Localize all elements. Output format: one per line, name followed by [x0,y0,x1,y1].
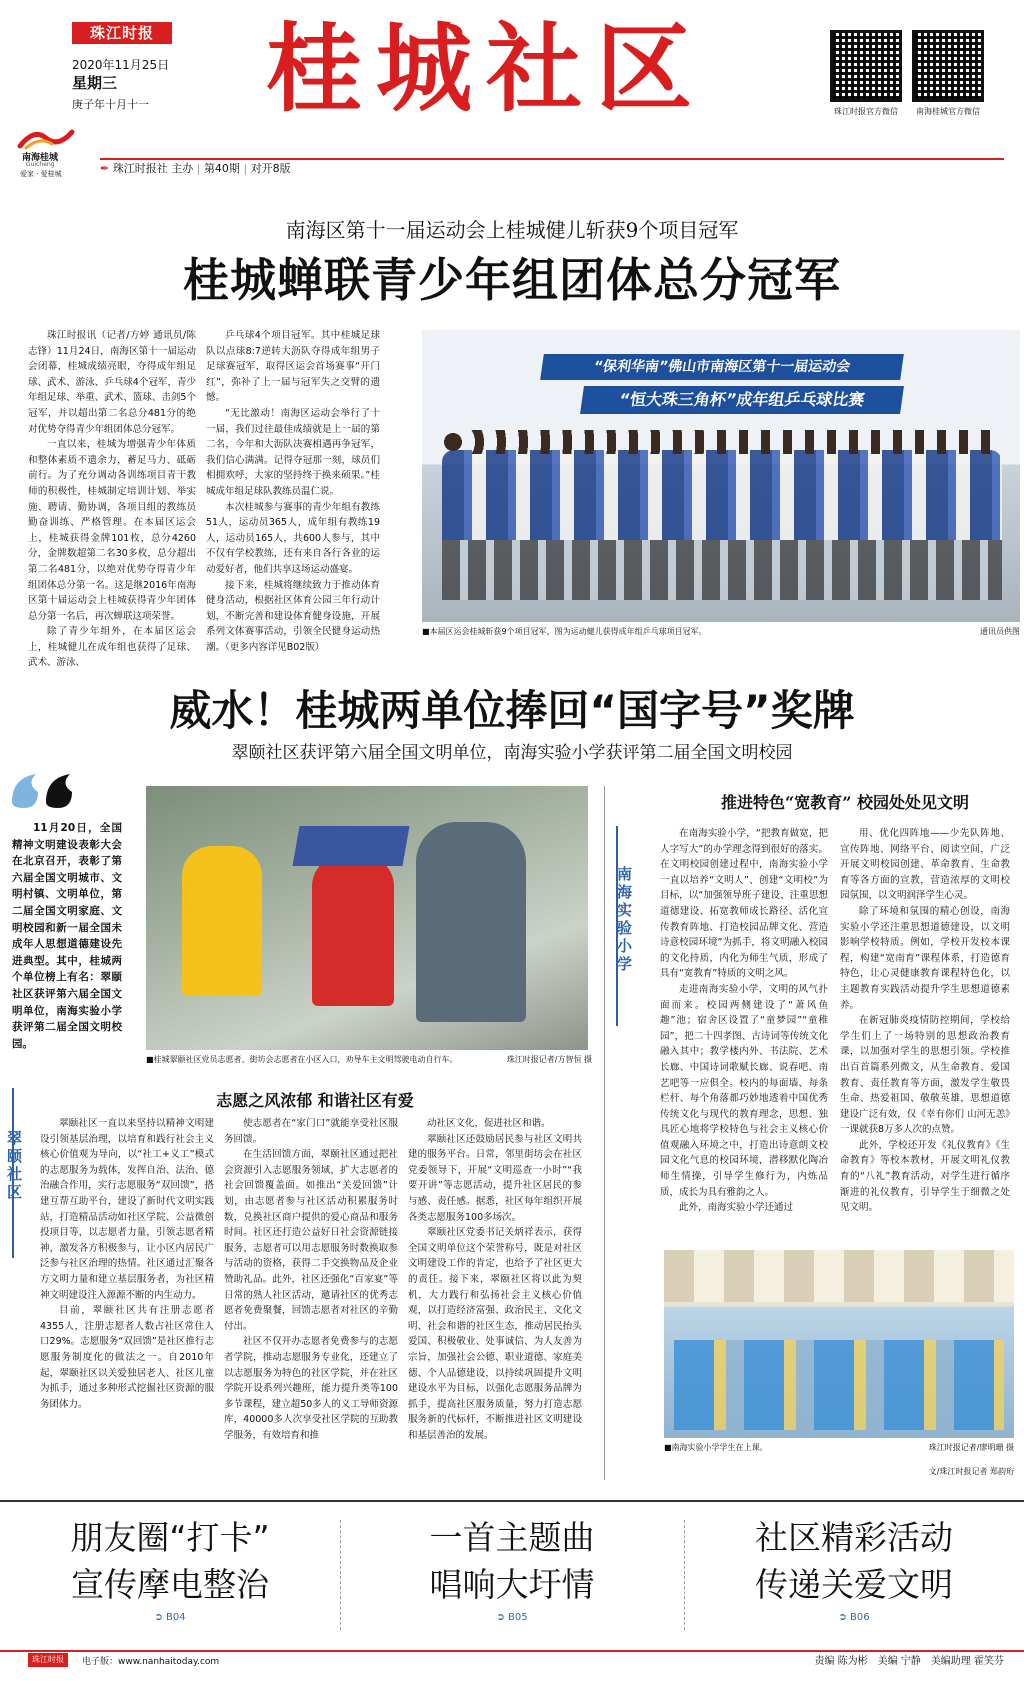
arrow-circle-icon: ➲ [154,1612,163,1623]
promo-line-2: 宣传摩电整治 [71,1565,269,1604]
story2-subhead: 翠颐社区获评第六届全国文明单位，南海实验小学获评第二届全国文明校园 [231,743,793,763]
lunar-date: 庚子年十月十一 [72,98,149,111]
promo-line-1: 社区精彩活动 [755,1518,953,1557]
footer [0,1650,1024,1674]
promo-line-1: 朋友圈“打卡” [70,1518,270,1557]
story2-photo [146,786,588,1050]
masthead-title: 桂城社区 [266,12,706,125]
photo-banner-1: “保利华南”佛山市南海区第十一届运动会 [540,354,904,380]
story4-photo-caption: ■南海实验小学学生在上课。 [664,1443,768,1452]
page-ref: ➲ B05 [496,1612,528,1623]
page-ref: ➲ B06 [838,1612,870,1623]
story4-photo-credit: 珠江时报记者/廖明珊 摄 [928,1443,1014,1452]
story1-headline: 桂城蝉联青少年组团体总分冠军 [183,253,841,307]
promo-line-2: 传递关爱文明 [755,1565,953,1604]
promo-divider [340,1520,341,1630]
quote-mark-icon [8,768,78,810]
promo-line-2: 唱响大圩情 [429,1565,595,1604]
promo-top-rule [0,1500,1024,1502]
story4-byline: 文/珠江时报记者 郑韵珩 [928,1467,1014,1476]
feather-icon: ✒ [100,162,110,175]
logo-name: 南海桂城 [22,153,59,163]
issue-weekday: 星期三 [72,74,118,92]
info-bar: ✒ 珠江时报社 主办 | 第40期 | 对开8版 [100,158,1004,178]
story1-photo-credit: 通讯员供图 [980,627,1020,636]
story1-column-1: 珠江时报讯（记者/方婷 通讯员/陈志锋）11月24日，南海区第十一届运动会闭幕，桂城成绩亮眼，夺得成年组足球、武术、游泳、乒乓球4个冠军，青少年组足球、举重、武术、篮球、击剑5个冠军，并以超出第二名总分481分的绝对优势夺得青少年组团体总分冠军。 一直以来，桂城为增强青少年体质和整体素质不遗余力，蓄足马力、砥砺前行。为了充分调动各训练项目青干教师的积极性，桂城制定培训计划、举实施、聘请、勤协调，各项目组的教练员勤奋训练、严格管理。在本届区运会上，桂城获得金牌101枚，总分4260分，金牌数超第二名30多枚，总分超出第二名481分，以绝对优势夺得青少年组团体总分第一名。这是继2016年南海区第十届运动会上桂城获得青少年团体总分第一名后，再次蝉联这项荣誉。 除了青少年组外，在本届区运会上，桂城健儿在成年组也获得了足球、武术、游泳、 [28,330,196,669]
issue-number: 第40期 [203,162,240,175]
promo-b06[interactable] [704,1514,1004,1634]
logo-sub: Guicheng [26,161,55,168]
guicheng-logo-icon [16,128,76,150]
promo-line-1: 一首主题曲 [429,1518,595,1557]
qr-code-icon [830,30,902,102]
page-ref: ➲ B04 [154,1612,186,1623]
story3-column-2: 使志愿者在“家门口”就能享受社区服务回馈。 在生活回馈方面，翠颐社区通过把社会资源引入志愿服务领域，扩大志愿者的社会回馈覆盖面。如推出“关爱回馈”计划，由志愿者参与社区活动积累服务时数，兑换社区商户提供的爱心商品和服务时间。社区还打造公益好日社会资源链接服务，志愿者可以用志愿服务时数换取参与活动的资格，获得二手交换物品及企业赞助礼品。此外，社区还强化“百家宴”等日常的熟人社区活动，邀请社区的优秀志愿者免费聚餐，回馈志愿者对社区的辛勤付出。 社区不仅开办志愿者免费参与的志愿者学院，推动志愿服务专业化，还建立了以志愿服务为特色的社区学院，并在社区学院开设系列兴趣班，能力提升类等100多节课程，建立超50多人的义工导师资源库，40000多人次享受社区学院的互助教学服务，有效培育和推 [224,1118,398,1441]
team-figures [442,430,1002,600]
publisher: 珠江时报社 主办 [112,162,194,175]
story3-vertical-label: 翠颐社区 [5,1130,23,1202]
story2-lead: 11月20日，全国精神文明建设表彰大会在北京召开，表彰了第六届全国文明城市、文明村镇、文明单位，第二届全国文明家庭、文明校园和新一届全国未成年人思想道德建设先进典型。其中，桂城两个单位榜上有名：翠颐社区获评第六届全国文明单位，南海实验小学获评第二届全国文明校园。 [12,822,122,1050]
footer-editors: 责编 陈为彬 美编 宁静 美编助理 霍笑芬 [814,1656,1004,1667]
story1-photo-caption: ■本届区运会桂城斩获9个项目冠军，图为运动健儿获得成年组乒乓球项目冠军。 [422,627,707,636]
epaper-link[interactable]: www.nanhaitoday.com [118,1657,220,1667]
story4-photo [664,1250,1014,1438]
story3-column-1: 翠颐社区一直以来坚持以精神文明建设引领基层治理，以培育和践行社会主义核心价值观为导向，以“社工+义工”模式的志愿服务为载体，发挥自治、法治、德治融合作用，实行志愿服务“双回馈”，搭建互帮互助平台，建设了新时代文明实践站，打造精品活动如社区学院、公益微创投项目等，以志愿者力量，引领志愿者精神，激发各方积极参与，让小区内居民广泛参与社区治理的热情。社区通过汇聚各方文明力量和建立基层服务者，为社区精神文明建设注入源源不断的内生动力。 目前，翠颐社区共有注册志愿者4355人，注册志愿者人数占社区常住人口29%。志愿服务“双回馈”是社区推行志愿服务制度化的做法之一。自2010年起，翠颐社区以关爱独居老人、社区儿童为抓手，通过多种形式挖掘社区资源的服务团体力。 [40,1118,214,1410]
story4-column-1: 在南海实验小学，“把教育做宽，把人字写大”的办学理念得到很好的落实。在文明校园创建过程中，南海实验小学一直以培养“文明人”、创建“文明校”为目标，以“加强领导班子建设、注重思想道德建设、拓宽教师成长路径、活化宣传教育阵地、打造校园品牌文化、营造诗意校园环境”为抓手，将文明融入校园的文化持质，内化为师生气质，形成了具有“宽教育”特质的文明之风。 走进南海实验小学，文明的风气扑面而来。校园两侧建设了“萧风鱼趣”池；宿舍区设置了“童梦园”“童稚园”，把二十四孝图、古诗词等传统文化融入其中；教学楼内外、书法院、艺术长廊、中国诗词歌赋长廊、说春吧、南艺吧等一应俱全。校内的每面墙、每条栏杆、每个角落都巧妙地透着中国优秀传统文化与现代的教育理念，思想、独具匠心地将学校特色与社会主义核心价值观融入环境之中，打造出诗意朗文校园文化气息的校园环境，潜移默化陶冶师生情操，引导学生修行为，内炼品质，成长为具有雅韵之人。 此外，南海实验小学还通过 [660,828,828,1214]
story3-title: 志愿之风浓郁 和谐社区有爱 [216,1091,414,1110]
story4-column-2: 用、优化四阵地——少先队阵地、宣传阵地、网络平台、阅读空间，广泛开展文明校园创建、革命教育、生命教育等各方面的宣教，营造浓厚的文明校园氛围，以文明润泽学生心灵。 除了环境和氛围的精心创设，南海实验小学还注重思想道德建设，以文明影响学校特质。例如，学校开发校本课程，构建“宽南育”课程体系，打造德育特色，让心灵健康教育课程特色化，以主题教育实践活动提升学生思想道德素养。 在新冠肺炎疫情防控期间，学校给学生们上了一场特别的思想政治教育课，以加强对学生的思想引领。学校推出百首篇系列微文，从生命教育、爱国教育、责任教育等方面，激发学生敬畏生命、热爱祖国、敬敬英雄，思想道德建设广泛有效，仅《幸有你们 山河无恙》一课就获8万多人次的点赞。 此外，学校还开发《礼仪教育》《生命教育》等校本教材，开展文明礼仪教育的“八礼”教育活动，对学生进行循序渐进的礼仪教育，引导学生于细微之处见文明。 [840,828,1010,1214]
story4-vertical-label: 南海实验小学 [615,866,633,974]
qr-code-icon [912,30,984,102]
qr2-caption: 南海桂城官方微信 [916,107,980,116]
story2-photo-caption: ■桂城翠颐社区党员志愿者、街坊会志愿者在小区入口，劝导车主文明驾驶电动自行车。 [146,1055,458,1064]
story2-headline: 威水！桂城两单位捧回“国字号”奖牌 [169,686,855,735]
page-count: 对开8版 [250,162,291,175]
story2-photo-credit: 珠江时报记者/方智恒 摄 [506,1055,592,1064]
promo-b04[interactable] [20,1514,320,1634]
story3-column-3: 动社区文化，促进社区和谐。 翠颐社区还鼓励居民参与社区文明共建的服务平台。日常，邻里街坊会在社区党委领导下，开展“文明巡查一小时”“我要开讲”等志愿活动，提升社区居民的参与感、责任感。据悉，社区每年组织开展各类志愿服务100多场次。 翠颐社区党委书记关炳祥表示，获得全国文明单位这个荣誉称号，既是对社区文明建设工作的肯定，也给予了社区更大的责任。接下来，翠颐社区将以此为契机，大力践行和弘扬社会主义核心价值观，以打造经济富强、政治民主、文化文明、社会和谐的社区生态，推动居民抬头爱国、积极敬业、处事诚信、为人友善为宗旨，加强社会公德、职业道德、家庭美德、个人品德建设，以持续巩固提升文明建设水平为目标，以强化志愿服务品牌为抓手，提高社区服务质量，努力打造志愿服务新的代标杆，不断推进社区文明建设和基层善治的发展。 [408,1118,582,1441]
masthead [0,0,1024,180]
qr1-caption: 珠江时报官方微信 [834,107,898,116]
footer-brand: 珠江时报 [28,1653,68,1667]
arrow-circle-icon: ➲ [838,1612,847,1623]
logo-slogan: 爱家 · 爱桂城 [20,170,62,178]
promo-divider [684,1520,685,1630]
promo-b05[interactable] [362,1514,662,1634]
brand-badge: 珠江时报 [72,22,172,44]
footer-epaper: 电子版：www.nanhaitoday.com [82,1657,220,1667]
story4-title: 推进特色“宽教育” 校园处处见文明 [721,793,969,812]
issue-date: 2020年11月25日 [72,58,170,72]
story1-photo [422,330,1020,622]
arrow-circle-icon: ➲ [496,1612,505,1623]
column-divider [604,786,605,1480]
guicheng-logo [8,128,88,180]
photo-banner-2: “恒大珠三角杯”成年组乒乓球比赛 [580,386,904,414]
story1-kicker: 南海区第十一届运动会上桂城健儿斩获9个项目冠军 [285,218,739,242]
story1-column-2: 乒乓球4个项目冠军。其中桂城足球队以点球8:7逆转大沥队夺得成年组男子足球赛冠军，取得区运会首场赛事“开门红”，弥补了上一届与冠军失之交臂的遗憾。 “无比激动！南海区运动会举行了十一届，我们过往最佳成绩就是上一届的第二名，今年和大沥队决赛相遇再争冠军，我们信心满满。记得夺冠那一刻，球员们相拥欢呼，大家的坚持终于换来硕果。”桂城成年组足球队教练员温仁说。 本次桂城参与赛事的青少年组有教练51人，运动员365人，成年组有教练19人，运动员165人，共600人参与，其中不仅有学校教练，还有来自各行各业的运动爱好者，他们共享这场运动盛宴。 接下来，桂城将继续致力于推动体育健身活动，根据社区体育公园三年行动计划，不断完善和建设体育健身设施，开展系列文体赛事活动，引领全民健身运动热潮。（更多内容详见B02版） [206,330,380,653]
